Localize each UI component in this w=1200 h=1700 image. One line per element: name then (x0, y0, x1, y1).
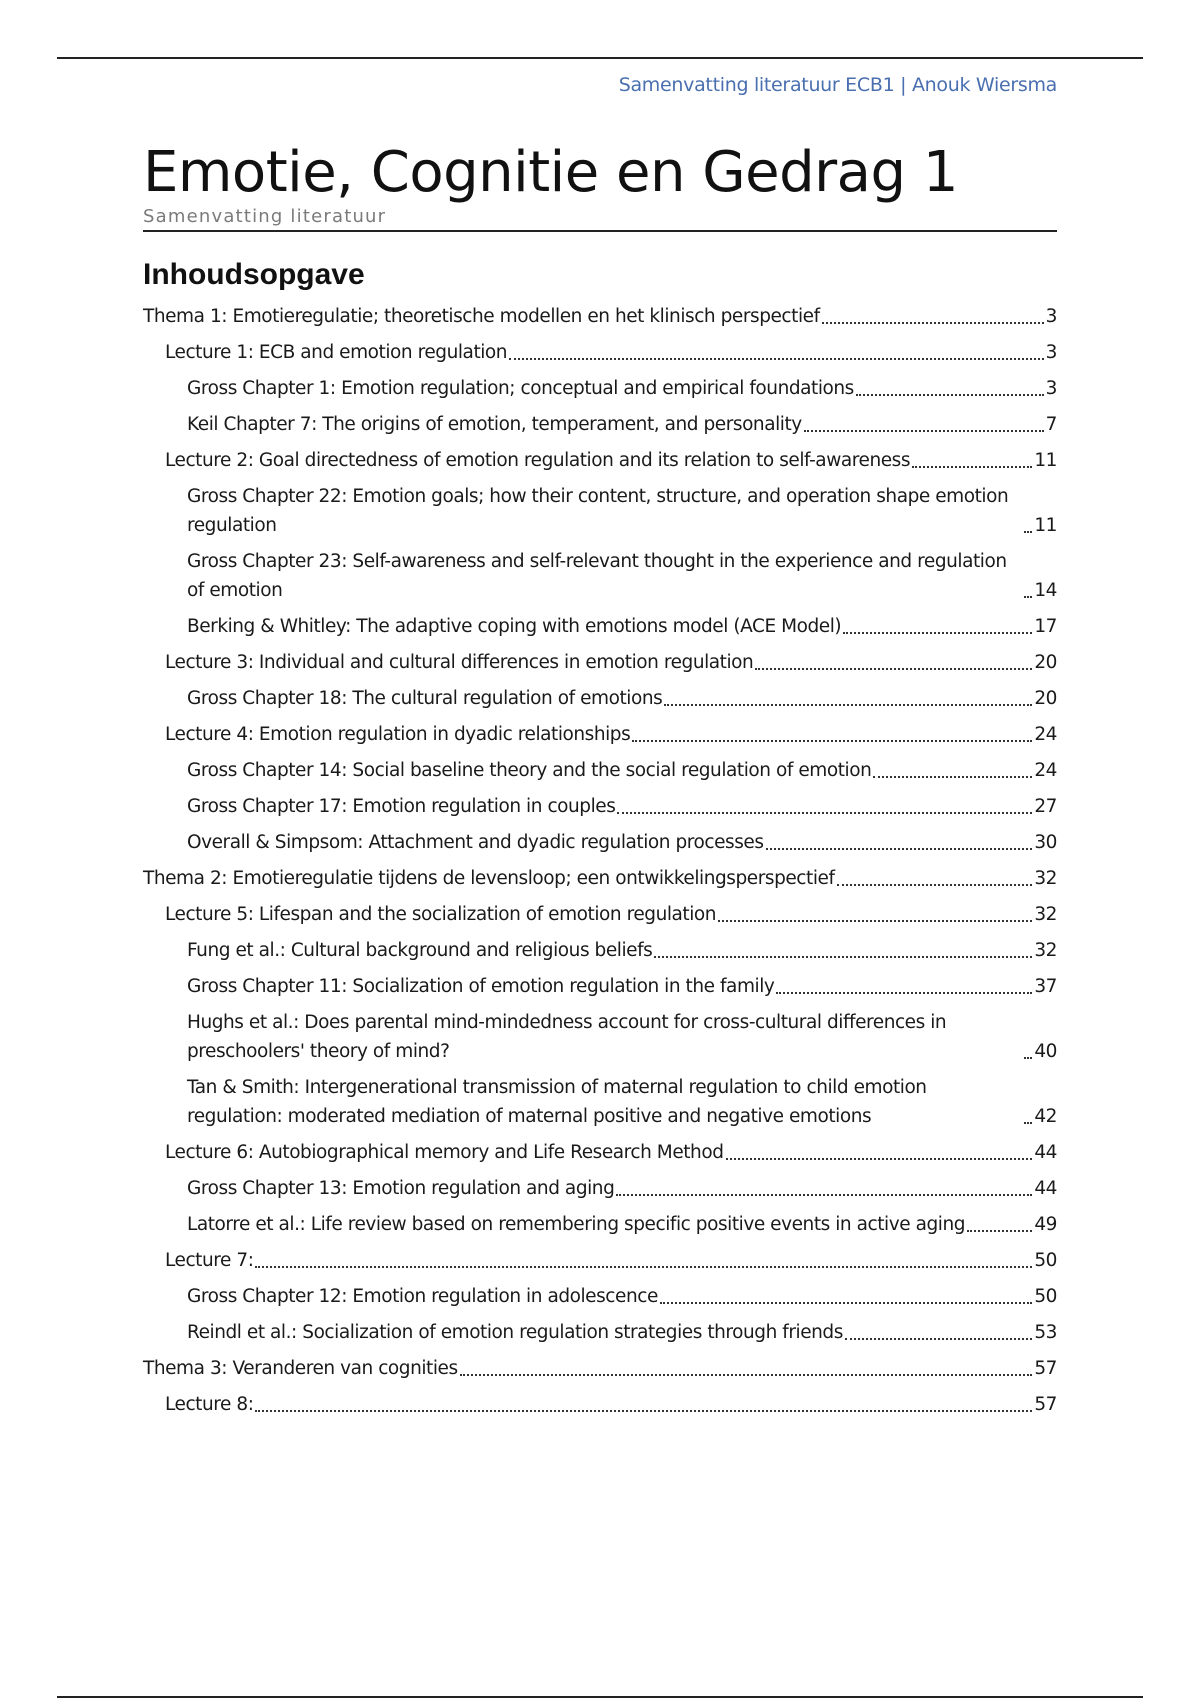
toc-entry[interactable] (143, 864, 1057, 893)
toc-entry-title: Gross Chapter 14: Social baseline theory and the social regulation of emotion (187, 760, 872, 781)
toc-entry-title: Gross Chapter 17: Emotion regulation in couples (187, 796, 616, 817)
toc-dot-leader (856, 394, 1044, 396)
toc-entry[interactable] (143, 972, 1057, 1001)
toc-dot-leader (718, 920, 1032, 922)
toc-entry[interactable] (143, 1138, 1057, 1167)
toc-entry-page: 42 (1034, 1106, 1057, 1127)
toc-entry-page: 24 (1034, 724, 1057, 745)
toc-entry[interactable] (143, 756, 1057, 785)
toc-entry[interactable] (143, 1073, 1057, 1131)
toc-dot-leader (845, 1338, 1032, 1340)
toc-entry-page: 14 (1034, 580, 1057, 601)
toc-entry-page: 32 (1034, 940, 1057, 961)
toc-entry[interactable] (143, 684, 1057, 713)
toc-entry-title: Hughs et al.: Does parental mind-mindedness account for cross-cultural differences in preschoolers' theory of mind? (187, 1012, 947, 1062)
toc-entry[interactable] (143, 900, 1057, 929)
toc-dot-leader (1024, 596, 1032, 598)
toc-entry-title: Gross Chapter 23: Self-awareness and self-relevant thought in the experience and regulation of emotion (187, 551, 1007, 601)
toc-entry[interactable] (143, 1246, 1057, 1275)
toc-entry-title: Tan & Smith: Intergenerational transmission of maternal regulation to child emotion regulation: moderated mediation of maternal positive and negative emotions (187, 1077, 927, 1127)
toc-entry-page: 17 (1034, 616, 1057, 637)
toc-entry[interactable] (143, 1354, 1057, 1383)
toc-entry-page: 3 (1045, 378, 1057, 399)
toc-entry-title: Lecture 4: Emotion regulation in dyadic relationships (165, 724, 631, 745)
toc-dot-leader (616, 1194, 1032, 1196)
toc-entry[interactable] (143, 338, 1057, 367)
toc-dot-leader (660, 1302, 1032, 1304)
toc-dot-leader (843, 632, 1032, 634)
toc-entry[interactable] (143, 936, 1057, 965)
toc-entry[interactable] (143, 1282, 1057, 1311)
toc-entry-page: 11 (1034, 450, 1057, 471)
toc-dot-leader (1024, 1122, 1032, 1124)
toc-entry-page: 24 (1034, 760, 1057, 781)
toc-dot-leader (766, 848, 1033, 850)
toc-entry-title: Lecture 1: ECB and emotion regulation (165, 342, 508, 363)
toc-entry-title: Fung et al.: Cultural background and religious beliefs (187, 940, 653, 961)
toc-dot-leader (822, 322, 1044, 324)
toc-entry-title: Lecture 5: Lifespan and the socialization of emotion regulation (165, 904, 717, 925)
page-content (143, 140, 1057, 1419)
toc-entry[interactable] (143, 792, 1057, 821)
header-rule (57, 57, 1143, 59)
toc-entry[interactable] (143, 828, 1057, 857)
toc-entry-title: Overall & Simpsom: Attachment and dyadic regulation processes (187, 832, 764, 853)
toc-entry-title: Latorre et al.: Life review based on remembering specific positive events in active aging (187, 1214, 966, 1235)
toc-entry[interactable] (143, 410, 1057, 439)
toc-entry[interactable] (143, 1210, 1057, 1239)
toc-entry[interactable] (143, 374, 1057, 403)
toc-entry[interactable] (143, 720, 1057, 749)
toc-entry-title: Thema 2: Emotieregulatie tijdens de levensloop; een ontwikkelingsperspectief (143, 868, 835, 889)
toc-dot-leader (632, 740, 1032, 742)
toc-entry[interactable] (143, 547, 1057, 605)
document-subtitle: Samenvatting literatuur (143, 206, 1057, 232)
toc-entry-title: Reindl et al.: Socialization of emotion regulation strategies through friends (187, 1322, 843, 1343)
toc-entry-page: 32 (1034, 868, 1057, 889)
toc-dot-leader (460, 1374, 1033, 1376)
toc-dot-leader (873, 776, 1032, 778)
toc-entry-page: 27 (1034, 796, 1057, 817)
toc-entry-title: Gross Chapter 12: Emotion regulation in adolescence (187, 1286, 658, 1307)
toc-entry-page: 37 (1034, 976, 1057, 997)
toc-entry-title: Gross Chapter 22: Emotion goals; how their content, structure, and operation shape emotion regulation (187, 486, 1009, 536)
toc-entry-page: 32 (1034, 904, 1057, 925)
toc-entry[interactable] (143, 482, 1057, 540)
toc-entry-page: 3 (1045, 342, 1057, 363)
toc-dot-leader (755, 668, 1032, 670)
toc-dot-leader (1024, 1057, 1032, 1059)
toc-entry-page: 40 (1034, 1041, 1057, 1062)
toc-dot-leader (776, 992, 1032, 994)
toc-entry[interactable] (143, 1390, 1057, 1419)
toc-entry-page: 44 (1034, 1178, 1057, 1199)
toc-dot-leader (804, 430, 1044, 432)
toc-dot-leader (1024, 531, 1032, 533)
toc-entry-title: Lecture 2: Goal directedness of emotion regulation and its relation to self-awareness (165, 450, 911, 471)
toc-dot-leader (726, 1158, 1033, 1160)
toc-entry-page: 57 (1034, 1358, 1057, 1379)
toc-entry-title: Lecture 3: Individual and cultural differences in emotion regulation (165, 652, 754, 673)
toc-dot-leader (837, 884, 1033, 886)
toc-dot-leader (967, 1230, 1032, 1232)
toc-entry-title: Keil Chapter 7: The origins of emotion, temperament, and personality (187, 414, 802, 435)
toc-entry-title: Gross Chapter 1: Emotion regulation; conceptual and empirical foundations (187, 378, 854, 399)
document-title: Emotie, Cognitie en Gedrag 1 (143, 140, 958, 205)
toc-entry[interactable] (143, 302, 1057, 331)
toc-entry-page: 11 (1034, 515, 1057, 536)
toc-entry[interactable] (143, 648, 1057, 677)
toc-entry-page: 7 (1045, 414, 1057, 435)
toc-dot-leader (654, 956, 1032, 958)
toc-dot-leader (255, 1410, 1032, 1412)
toc-entry[interactable] (143, 1318, 1057, 1347)
toc-entry-page: 50 (1034, 1286, 1057, 1307)
toc-entry-title: Lecture 7: (165, 1250, 254, 1271)
toc-entry-title: Thema 1: Emotieregulatie; theoretische modellen en het klinisch perspectief (143, 306, 820, 327)
table-of-contents (143, 302, 1057, 1419)
toc-entry-title: Thema 3: Veranderen van cognities (143, 1358, 458, 1379)
toc-entry-title: Gross Chapter 13: Emotion regulation and aging (187, 1178, 615, 1199)
toc-entry-title: Gross Chapter 11: Socialization of emotion regulation in the family (187, 976, 775, 997)
toc-entry[interactable] (143, 1174, 1057, 1203)
toc-entry-page: 53 (1034, 1322, 1057, 1343)
toc-dot-leader (664, 704, 1032, 706)
toc-entry-title: Gross Chapter 18: The cultural regulation of emotions (187, 688, 663, 709)
toc-dot-leader (255, 1266, 1032, 1268)
toc-dot-leader (912, 466, 1032, 468)
toc-entry-page: 50 (1034, 1250, 1057, 1271)
toc-heading: Inhoudsopgave (143, 258, 365, 291)
toc-entry[interactable] (143, 446, 1057, 475)
toc-dot-leader (617, 812, 1032, 814)
footer-rule (57, 1696, 1143, 1698)
toc-entry-title: Lecture 6: Autobiographical memory and Life Research Method (165, 1142, 724, 1163)
toc-entry-page: 20 (1034, 652, 1057, 673)
toc-entry-page: 30 (1034, 832, 1057, 853)
toc-entry-title: Lecture 8: (165, 1394, 254, 1415)
toc-entry-page: 57 (1034, 1394, 1057, 1415)
running-header: Samenvatting literatuur ECB1 | Anouk Wiersma (618, 74, 1057, 96)
toc-entry-page: 49 (1034, 1214, 1057, 1235)
toc-entry-page: 44 (1034, 1142, 1057, 1163)
toc-entry[interactable] (143, 1008, 1057, 1066)
toc-entry-title: Berking & Whitley: The adaptive coping with emotions model (ACE Model) (187, 616, 842, 637)
toc-entry[interactable] (143, 612, 1057, 641)
toc-entry-page: 3 (1045, 306, 1057, 327)
toc-dot-leader (509, 358, 1044, 360)
toc-entry-page: 20 (1034, 688, 1057, 709)
